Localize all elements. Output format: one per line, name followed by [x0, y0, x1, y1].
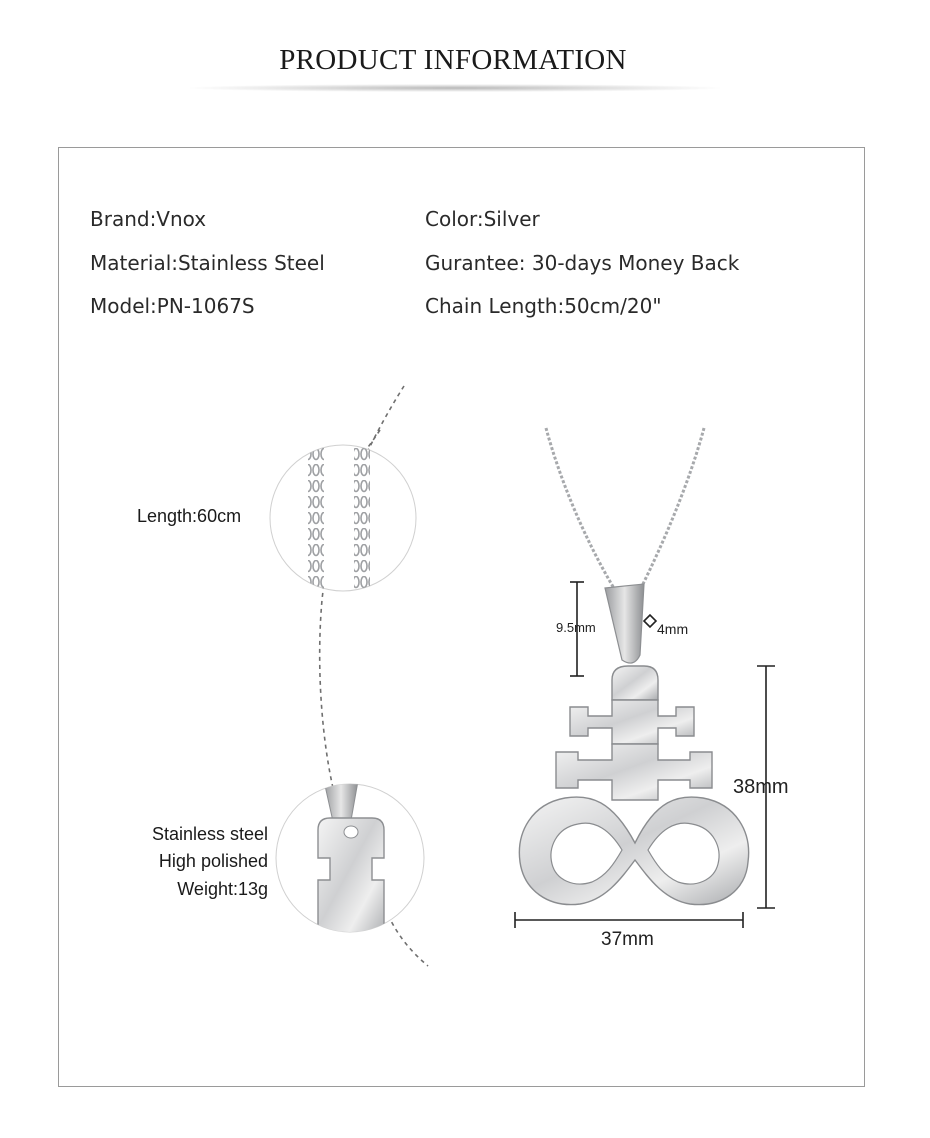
- chain-detail-zoom: [270, 440, 416, 600]
- necklace-chain: [546, 428, 704, 590]
- chain-length-label: Length:60cm: [137, 506, 242, 526]
- dashed-connector-lower: [388, 915, 428, 966]
- page-title: PRODUCT INFORMATION: [279, 44, 627, 76]
- spec-guarantee: Gurantee: 30-days Money Back: [425, 251, 740, 275]
- finish-label: High polished: [158, 851, 268, 871]
- weight-label: Weight:13g: [177, 879, 268, 899]
- material-label: Stainless steel: [151, 824, 268, 844]
- spec-model: Model:PN-1067S: [90, 294, 255, 318]
- spec-brand: Brand:Vnox: [90, 207, 207, 231]
- pendant-bail: [605, 584, 644, 663]
- bail-width-label: 4mm: [657, 621, 689, 637]
- spec-chain-length: Chain Length:50cm/20": [425, 294, 662, 318]
- bail-height-label: 9.5mm: [556, 620, 596, 635]
- spec-color: Color:Silver: [425, 207, 540, 231]
- pendant-width-label: 37mm: [601, 929, 654, 950]
- bail-detail-zoom: [276, 781, 424, 940]
- spec-material: Material:Stainless Steel: [90, 251, 325, 275]
- pendant-height-label: 38mm: [733, 776, 789, 798]
